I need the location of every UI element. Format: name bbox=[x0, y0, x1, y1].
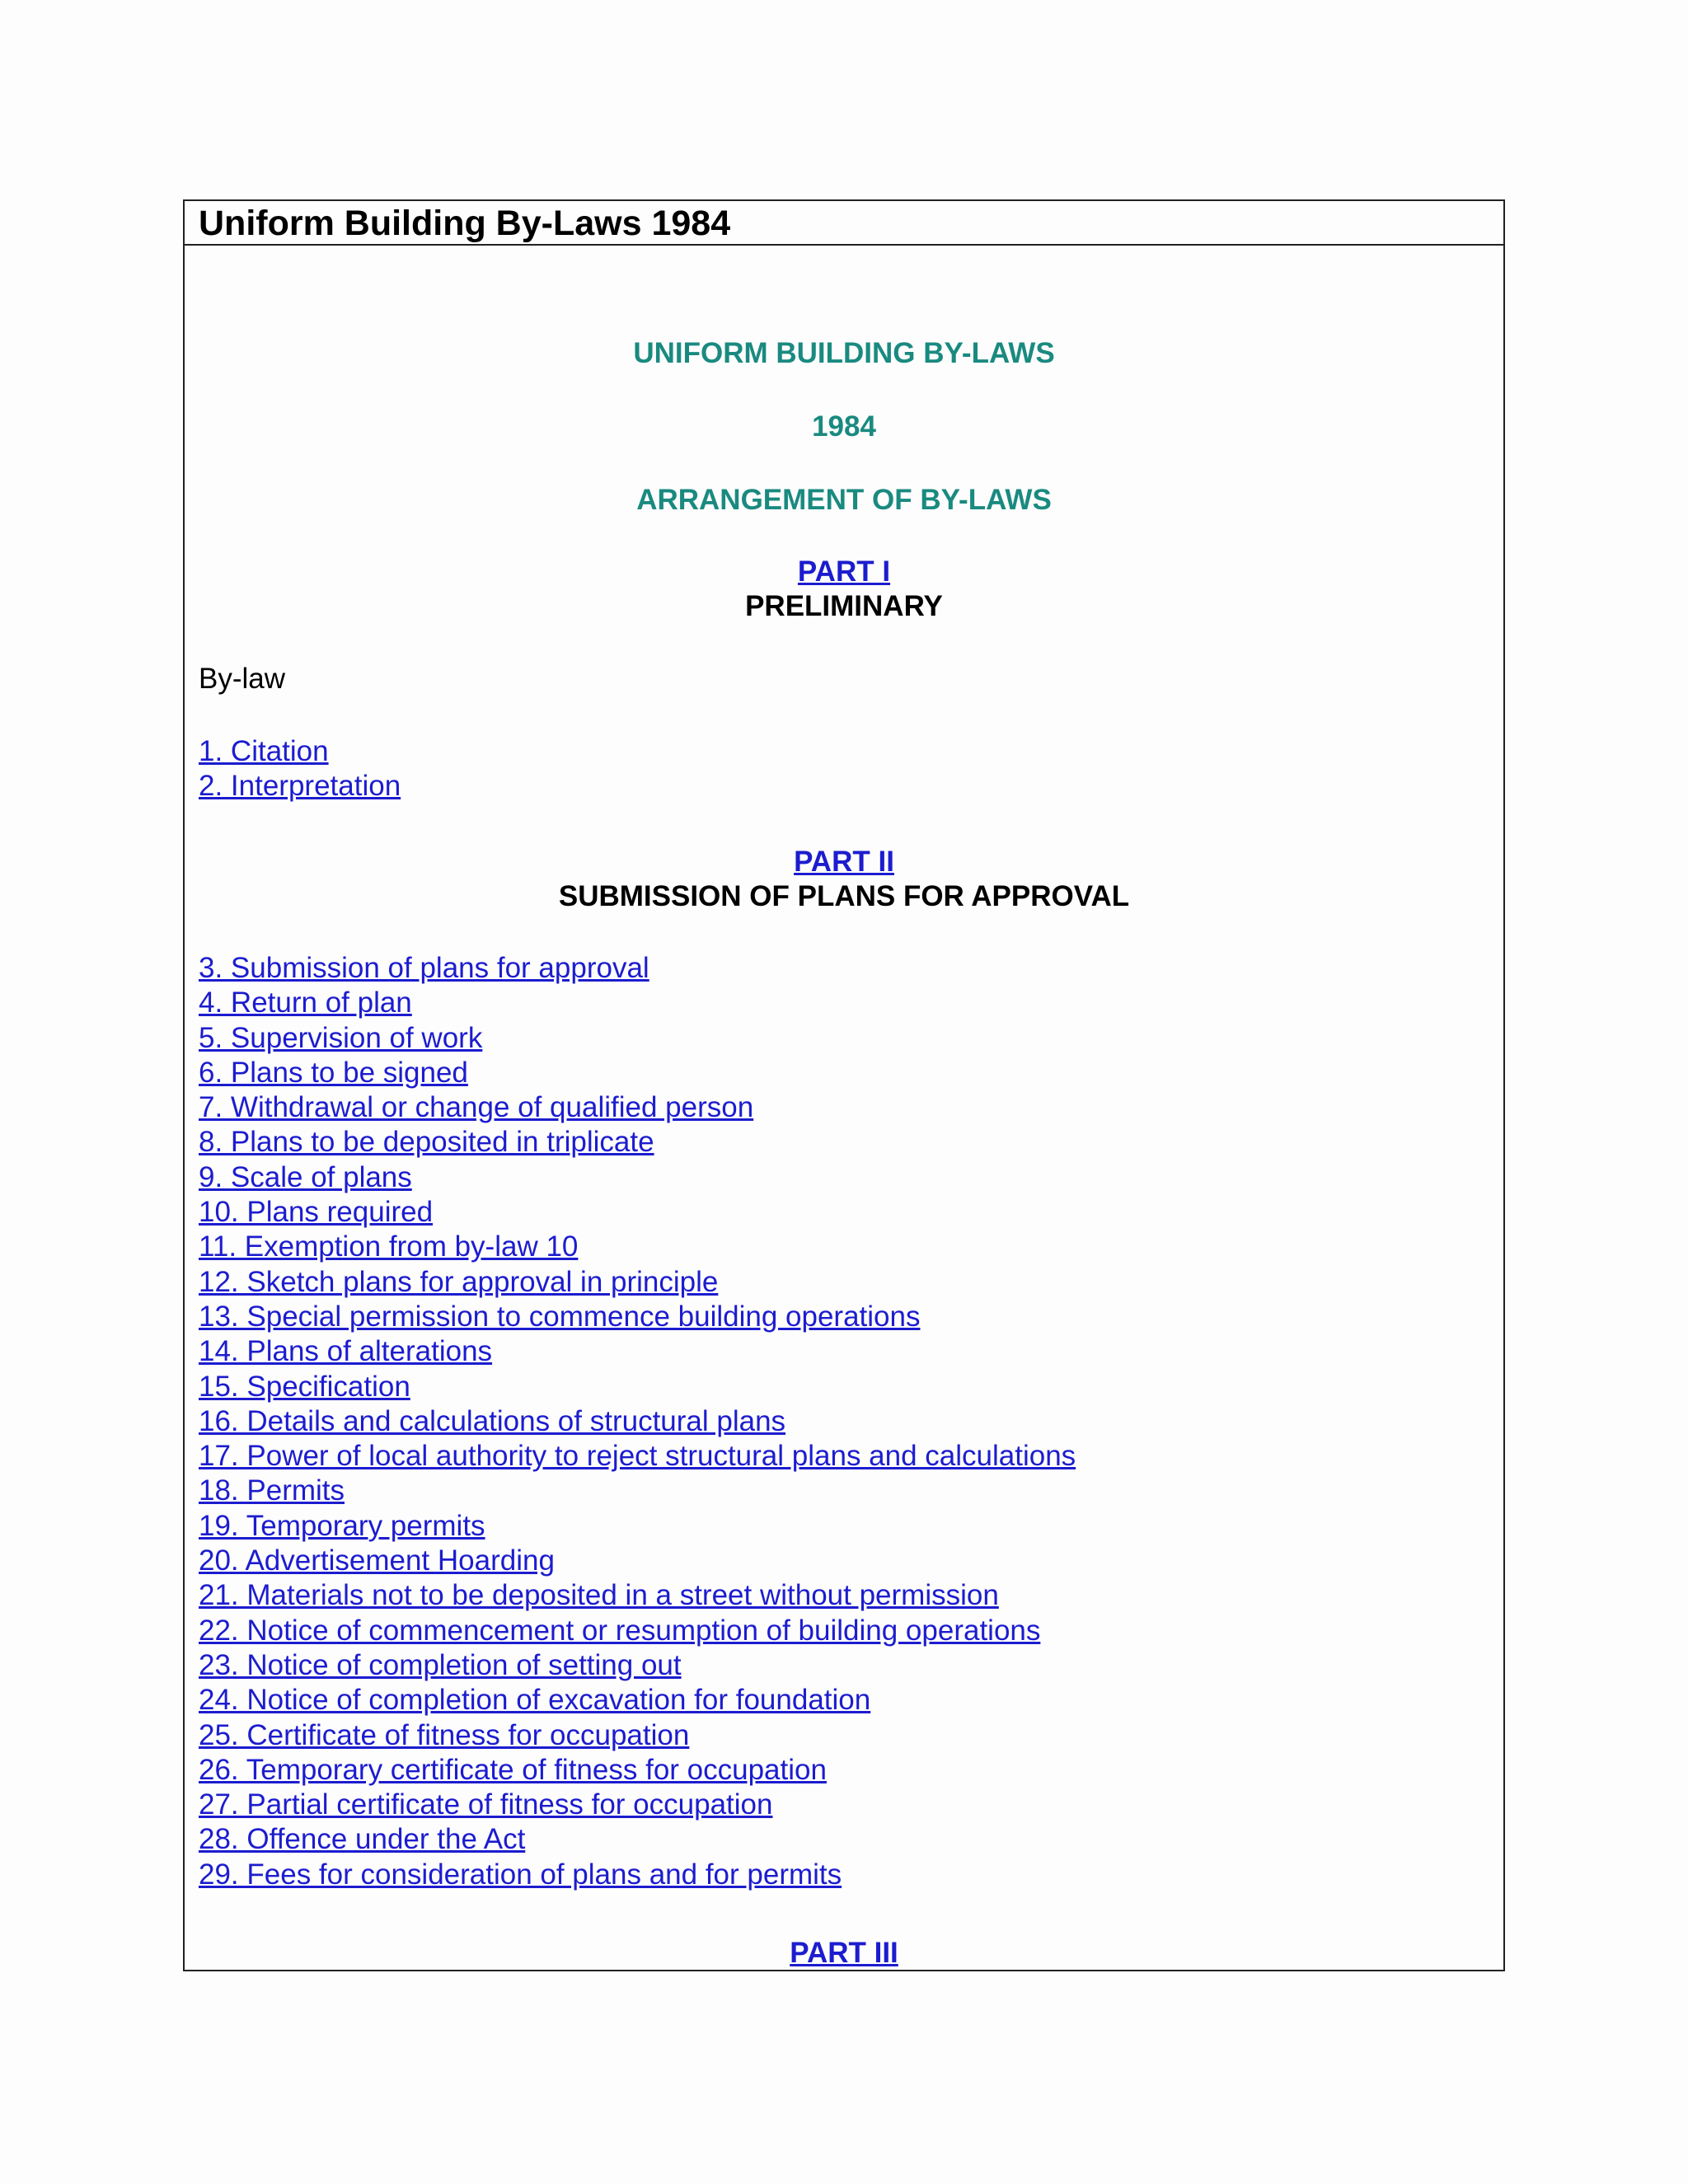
toc-link[interactable]: 18. Permits bbox=[199, 1474, 345, 1507]
toc-link[interactable]: 27. Partial certificate of fitness for occupation bbox=[199, 1788, 773, 1821]
toc-link[interactable]: 5. Supervision of work bbox=[199, 1021, 483, 1054]
toc-link[interactable]: 1. Citation bbox=[199, 735, 329, 767]
toc-item bbox=[199, 1858, 1076, 1892]
toc-item bbox=[199, 1718, 1076, 1753]
toc-item bbox=[199, 1334, 1076, 1369]
toc-link[interactable]: 14. Plans of alterations bbox=[199, 1335, 493, 1368]
toc-item bbox=[199, 951, 1076, 986]
toc-link[interactable]: 3. Submission of plans for approval bbox=[199, 952, 649, 984]
toc-item bbox=[199, 1788, 1076, 1822]
toc-link[interactable]: 26. Temporary certificate of fitness for occupation bbox=[199, 1753, 827, 1786]
toc-item bbox=[199, 1195, 1076, 1230]
toc-link[interactable]: 6. Plans to be signed bbox=[199, 1056, 468, 1089]
toc-link[interactable]: 10. Plans required bbox=[199, 1196, 434, 1229]
toc-link[interactable]: 25. Certificate of fitness for occupation bbox=[199, 1718, 690, 1751]
document-frame bbox=[183, 199, 1505, 1971]
toc-link[interactable]: 11. Exemption from by-law 10 bbox=[199, 1230, 579, 1263]
part-2-toc bbox=[199, 951, 1076, 1892]
toc-item bbox=[199, 1021, 1076, 1056]
toc-link[interactable]: 12. Sketch plans for approval in principle bbox=[199, 1265, 719, 1298]
toc-link[interactable]: 8. Plans to be deposited in triplicate bbox=[199, 1126, 654, 1159]
toc-link[interactable]: 7. Withdrawal or change of qualified person bbox=[199, 1091, 754, 1124]
toc-item bbox=[199, 1648, 1076, 1683]
toc-item bbox=[199, 1160, 1076, 1195]
toc-item bbox=[199, 1509, 1076, 1544]
toc-link[interactable]: 22. Notice of commencement or resumption of building operations bbox=[199, 1614, 1041, 1647]
toc-link[interactable]: 23. Notice of completion of setting out bbox=[199, 1648, 682, 1681]
bylaw-column-label: By-law bbox=[199, 663, 286, 695]
toc-item bbox=[199, 1265, 1076, 1300]
document-title: Uniform Building By-Laws 1984 bbox=[185, 201, 1503, 246]
toc-item bbox=[199, 1614, 1076, 1648]
part-1-toc bbox=[199, 734, 401, 804]
toc-link[interactable]: 21. Materials not to be deposited in a street without permission bbox=[199, 1579, 999, 1612]
toc-item bbox=[199, 1474, 1076, 1508]
toc-link[interactable]: 29. Fees for consideration of plans and for permits bbox=[199, 1858, 842, 1891]
part-1-title: PRELIMINARY bbox=[745, 590, 943, 622]
toc-item bbox=[199, 1822, 1076, 1857]
header-line-3: ARRANGEMENT OF BY-LAWS bbox=[636, 484, 1052, 516]
header-line-1: UNIFORM BUILDING BY-LAWS bbox=[633, 337, 1055, 369]
toc-item bbox=[199, 769, 401, 804]
toc-item bbox=[199, 1544, 1076, 1578]
toc-link[interactable]: 13. Special permission to commence building operations bbox=[199, 1300, 921, 1333]
toc-link[interactable]: 19. Temporary permits bbox=[199, 1509, 485, 1542]
toc-item bbox=[199, 1300, 1076, 1334]
toc-item bbox=[199, 1230, 1076, 1264]
toc-item bbox=[199, 1439, 1076, 1474]
toc-item bbox=[199, 1683, 1076, 1718]
toc-link[interactable]: 16. Details and calculations of structural plans bbox=[199, 1404, 786, 1437]
toc-link[interactable]: 2. Interpretation bbox=[199, 770, 401, 803]
header-line-2: 1984 bbox=[812, 410, 876, 443]
toc-link[interactable]: 20. Advertisement Hoarding bbox=[199, 1544, 555, 1577]
toc-item bbox=[199, 1370, 1076, 1404]
part-3-heading bbox=[185, 1936, 1503, 1971]
toc-link[interactable]: 4. Return of plan bbox=[199, 987, 412, 1019]
toc-item bbox=[199, 1404, 1076, 1439]
toc-item bbox=[199, 1056, 1076, 1090]
toc-link[interactable]: 17. Power of local authority to reject structural plans and calculations bbox=[199, 1440, 1076, 1473]
toc-item bbox=[199, 1090, 1076, 1125]
toc-item bbox=[199, 734, 401, 769]
part-1-link[interactable]: PART I bbox=[797, 555, 891, 588]
part-3-link[interactable]: PART III bbox=[790, 1937, 898, 1969]
part-2-title: SUBMISSION OF PLANS FOR APPROVAL bbox=[558, 880, 1130, 912]
toc-item bbox=[199, 1578, 1076, 1613]
toc-item bbox=[199, 986, 1076, 1020]
part-1-heading bbox=[185, 555, 1503, 589]
toc-item bbox=[199, 1125, 1076, 1160]
toc-link[interactable]: 9. Scale of plans bbox=[199, 1160, 412, 1193]
toc-link[interactable]: 15. Specification bbox=[199, 1370, 410, 1403]
toc-item bbox=[199, 1753, 1076, 1788]
part-2-heading bbox=[185, 845, 1503, 879]
part-2-link[interactable]: PART II bbox=[794, 846, 894, 878]
toc-link[interactable]: 24. Notice of completion of excavation for foundation bbox=[199, 1684, 871, 1717]
toc-link[interactable]: 28. Offence under the Act bbox=[199, 1823, 526, 1856]
